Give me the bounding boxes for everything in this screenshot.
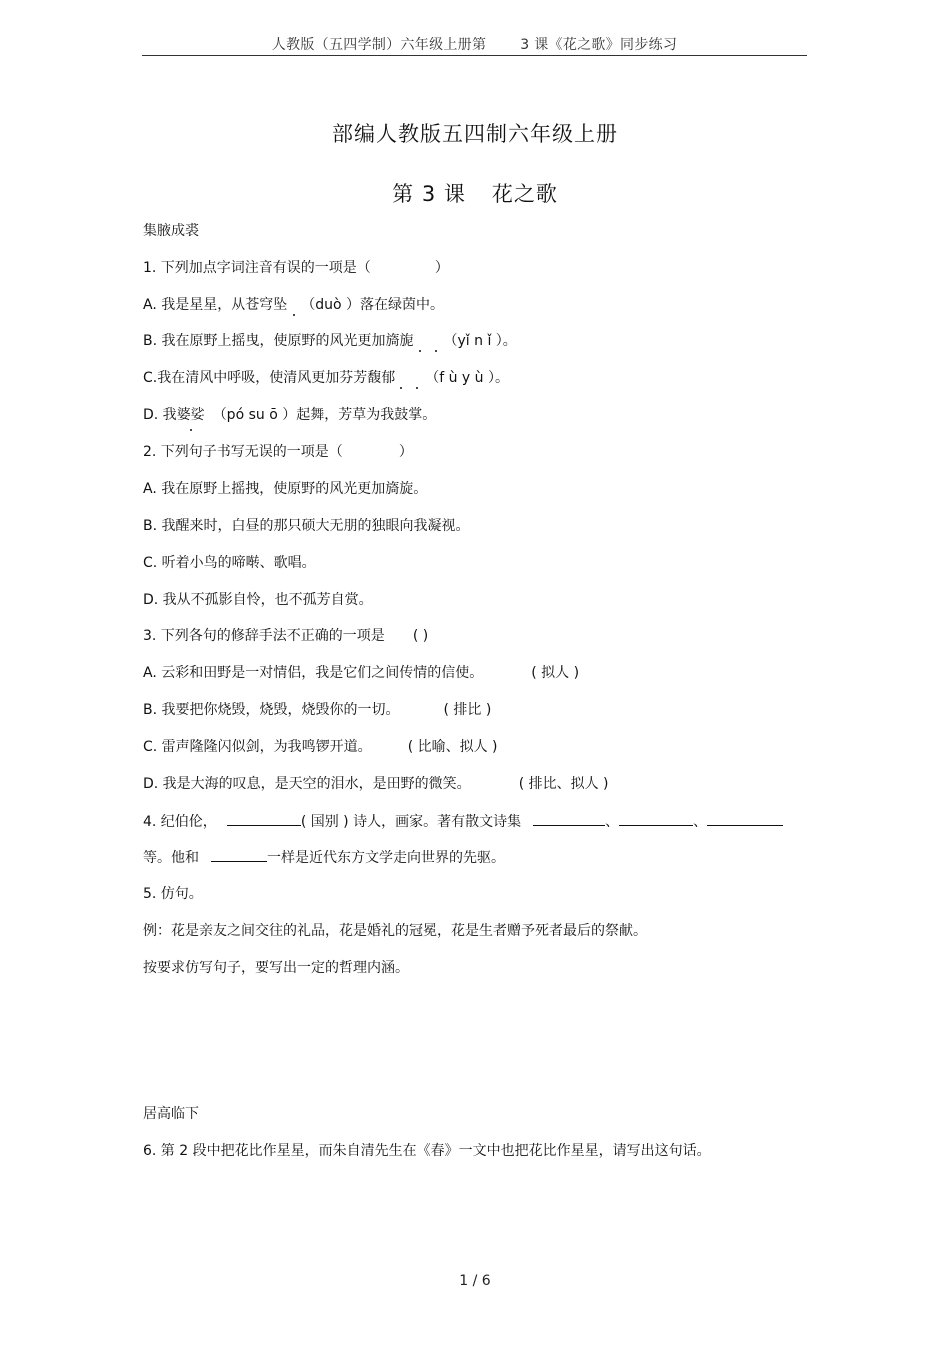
q2-option-d: D. 我从不孤影自怜，也不孤芳自赏。 <box>143 592 373 608</box>
lesson-name: 花之歌 <box>491 182 558 206</box>
q3-option-d: D. 我是大海的叹息，是天空的泪水，是田野的微笑。 ( 排比、拟人 ) <box>143 776 609 792</box>
q1-option-c: C.我在清风中呼吸，使清风更加芬芳馥郁 （f ù y ù ）。 <box>143 368 509 388</box>
q5-stem: 5. 仿句。 <box>143 886 203 902</box>
q6-stem: 6. 第 2 段中把花比作星星，而朱自清先生在《春》一文中也把花比作星星，请写出这句话。 <box>143 1143 711 1159</box>
lesson-number: 第 3 课 <box>392 182 466 206</box>
page-header <box>142 34 807 54</box>
q1-option-d: D. 我婆娑 （pó su ō ）起舞，芳草为我鼓掌。 <box>143 407 437 423</box>
q5-example: 例：花是亲友之间交往的礼品，花是婚礼的冠冕，花是生者赠予死者最后的祭献。 <box>143 923 647 939</box>
section-heading-2: 居高临下 <box>143 1106 199 1122</box>
header-rule <box>142 55 807 56</box>
q3-option-b: B. 我要把你烧毁，烧毁，烧毁你的一切。 ( 排比 ) <box>143 702 492 718</box>
q2-stem: 2. 下列句子书写无误的一项是（ ） <box>143 444 413 460</box>
q2-option-a: A. 我在原野上摇拽，使原野的风光更加旖旋。 <box>143 481 428 497</box>
page-title: 部编人教版五四制六年级上册 <box>332 122 618 146</box>
q1-stem: 1. 下列加点字词注音有误的一项是（ ） <box>143 260 449 276</box>
header-right: 3 课《花之歌》同步练习 <box>520 37 678 53</box>
q1-option-b: B. 我在原野上摇曳，使原野的风光更加旖旎 （yǐ n ǐ ）。 <box>143 331 517 351</box>
header-left: 人教版（五四学制）六年级上册第 <box>271 37 487 53</box>
q2-option-b: B. 我醒来时，白昼的那只硕大无朋的独眼向我凝视。 <box>143 518 470 534</box>
q2-option-c: C. 听着小鸟的啼啭、歌唱。 <box>143 555 316 571</box>
section-heading-1: 集腋成裘 <box>143 223 199 239</box>
q4-blank-book-1[interactable] <box>533 811 605 826</box>
q4-line-2: 等。他和 一样是近代东方文学走向世界的先驱。 <box>143 847 505 868</box>
q3-stem: 3. 下列各句的修辞手法不正确的一项是 ( ) <box>143 628 429 644</box>
page-number: 1 / 6 <box>459 1273 491 1289</box>
q4-blank-book-3[interactable] <box>707 811 783 826</box>
q3-option-c: C. 雷声隆隆闪似剑，为我鸣锣开道。 ( 比喻、拟人 ) <box>143 739 498 755</box>
q3-option-a: A. 云彩和田野是一对情侣，我是它们之间传情的信使。 ( 拟人 ) <box>143 665 580 681</box>
q4-blank-country[interactable] <box>227 811 301 826</box>
q4-line-1: 4. 纪伯伦， ( 国别 ) 诗人，画家。著有散文诗集 、 、 <box>143 811 783 832</box>
q5-instruction: 按要求仿写句子，要写出一定的哲理内涵。 <box>143 960 409 976</box>
q4-blank-person[interactable] <box>211 847 267 862</box>
q1-option-a: A. 我是星星，从苍穹坠 （duò ）落在绿茵中。 <box>143 295 444 315</box>
q4-blank-book-2[interactable] <box>619 811 693 826</box>
lesson-title <box>0 178 950 208</box>
